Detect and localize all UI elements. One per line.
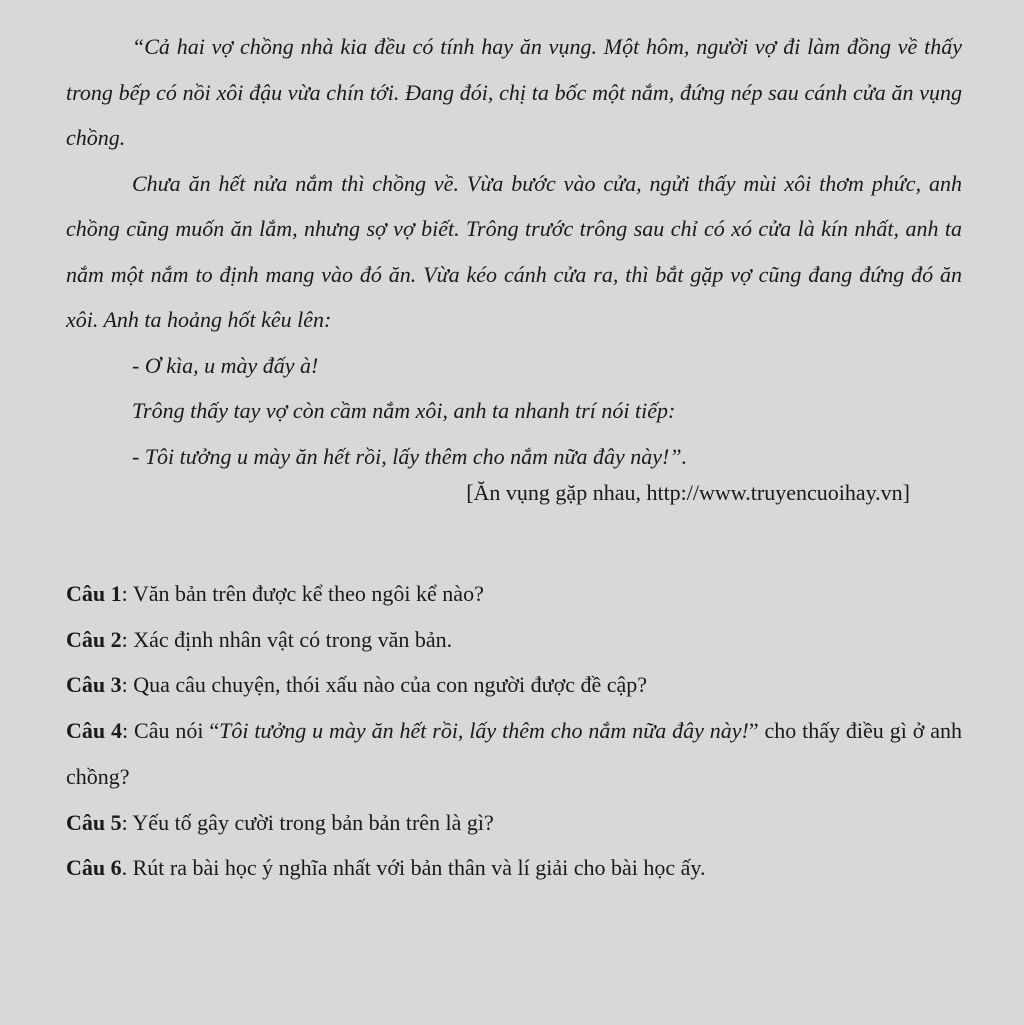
story-paragraph-2: Chưa ăn hết nửa nắm thì chồng về. Vừa bước vào cửa, ngửi thấy mùi xôi thơm phức, anh chồng cũng muốn ăn lắm, nhưng sợ vợ biết. Trông trước trông sau chỉ có xó cửa là kín nhất, anh ta nắm một nắm to định mang vào đó ăn. Vừa kéo cánh cửa ra, thì bắt gặp vợ cũng đang đứng đó ăn xôi. Anh ta hoảng hốt kêu lên: — [66, 170, 962, 332]
question-text: : Câu nói “ — [122, 718, 220, 744]
question-text: : Xác định nhân vật có trong văn bản. — [121, 626, 453, 652]
question-text: : Qua câu chuyện, thói xấu nào của con người được đề cập? — [121, 672, 648, 698]
question-label: Câu 2 — [66, 626, 122, 652]
narration-line: Trông thấy tay vợ còn cầm nắm xôi, anh ta nhanh trí nói tiếp: — [132, 398, 676, 423]
question-label: Câu 3 — [66, 672, 122, 698]
question-text: ” cho thấy điều gì ở anh chồng? — [66, 718, 963, 789]
question-6 — [66, 845, 962, 891]
question-4 — [66, 708, 962, 799]
dialogue-line-2: - Tôi tưởng u mày ăn hết rồi, lấy thêm cho nắm nữa đây này!”. — [132, 443, 688, 469]
question-quote: Tôi tưởng u mày ăn hết rồi, lấy thêm cho nắm nữa đây này! — [219, 718, 749, 744]
question-text: : Yếu tố gây cười trong bản bản trên là gì? — [121, 809, 494, 835]
story-passage — [66, 24, 962, 479]
question-2 — [66, 617, 962, 663]
document-page — [66, 0, 962, 1025]
question-list — [66, 571, 962, 891]
dialogue-line-1: - Ơ kìa, u mày đấy à! — [132, 352, 319, 378]
question-5 — [66, 800, 962, 846]
question-label: Câu 6 — [66, 855, 122, 881]
story-paragraph-1: “Cả hai vợ chồng nhà kia đều có tính hay ăn vụng. Một hôm, người vợ đi làm đồng về thấy trong bếp có nồi xôi đậu vừa chín tới. Đang đói, chị ta bốc một nắm, đứng nép sau cánh cửa ăn vụng chồng. — [66, 34, 962, 150]
source-citation: [Ăn vụng gặp nhau, http://www.truyencuoihay.vn] — [466, 480, 910, 505]
question-label: Câu 4 — [66, 718, 123, 744]
question-label: Câu 5 — [66, 809, 122, 835]
question-text: . Rút ra bài học ý nghĩa nhất với bản thân và lí giải cho bài học ấy. — [121, 855, 706, 881]
question-text: : Văn bản trên được kể theo ngôi kể nào? — [121, 581, 484, 606]
question-1 — [66, 571, 962, 617]
question-3 — [66, 662, 962, 708]
question-label: Câu 1 — [66, 581, 122, 606]
